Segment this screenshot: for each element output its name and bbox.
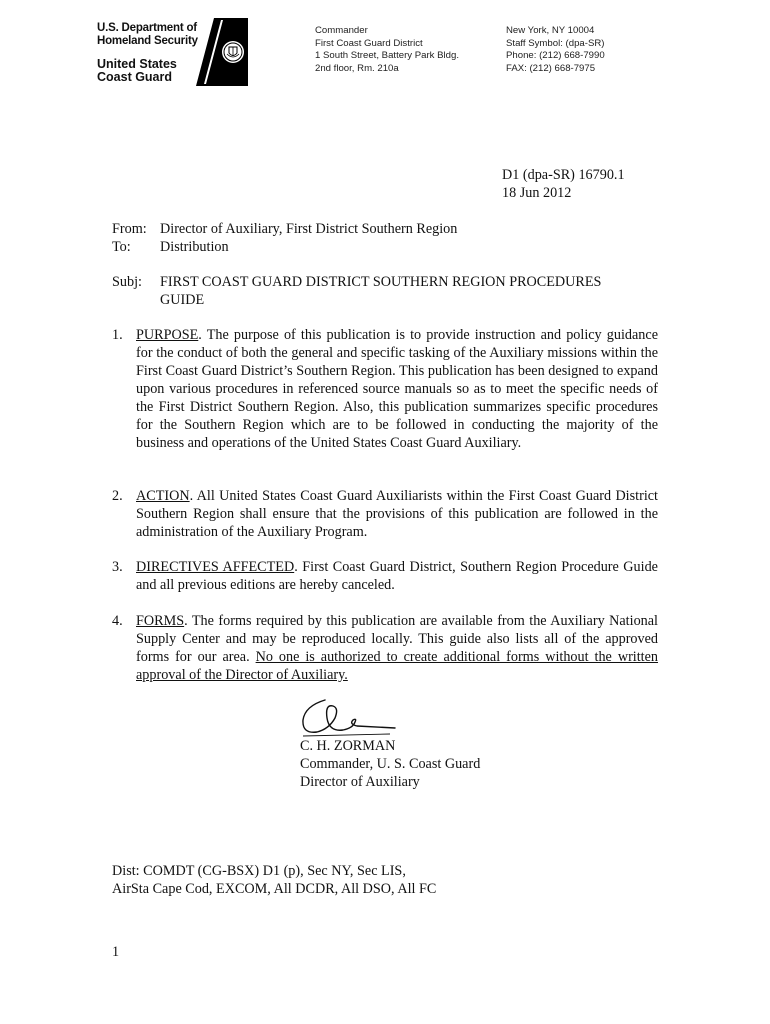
subject-line [112, 273, 672, 308]
paragraph-body [136, 558, 658, 594]
page-number: 1 [112, 944, 120, 960]
paragraph-number: 2. [112, 488, 123, 504]
signer-title-1: Commander, U. S. Coast Guard [300, 756, 481, 772]
subj-label: Subj: [112, 274, 142, 290]
signer-name: C. H. ZORMAN [300, 738, 396, 754]
paragraph-body [136, 326, 658, 452]
address-line: 1 South Street, Battery Park Bldg. [315, 50, 459, 61]
paragraph-action [112, 487, 658, 541]
subj-line-2: GUIDE [160, 292, 205, 308]
address-line: First Coast Guard District [315, 37, 423, 49]
distribution-block [112, 862, 436, 898]
distribution-line-1: Dist: COMDT (CG-BSX) D1 (p), Sec NY, Sec LIS, [112, 863, 406, 879]
paragraph-purpose [112, 326, 658, 452]
paragraph-heading: FORMS [136, 613, 185, 629]
paragraph-body [136, 612, 658, 684]
dhs-line-1: U.S. Department of [97, 22, 197, 34]
reference-symbol: D1 (dpa-SR) 16790.1 [502, 167, 625, 183]
address-line: Phone: (212) 668-7990 [506, 50, 605, 61]
paragraph-text: . The purpose of this publication is to provide instruction and policy guidance for the conduct of both the general and specific tasking of the Auxiliary missions within the First Coast Guard District’s Southern Region. This publication has been designed to expand upon various procedures in referenced source manuals so as to meet the specific needs of the First District Southern Region. Also, this publication summarizes specific procedures for the Southern Region which are to be followed in conducting the majority of the business and operations of the United States Coast Guard Auxiliary. [136, 327, 658, 451]
document-date: 18 Jun 2012 [502, 185, 572, 201]
coast-guard-seal-icon [196, 18, 248, 86]
address-line: Commander [315, 25, 368, 36]
paragraph-heading: ACTION [136, 488, 190, 504]
paragraph-number: 1. [112, 327, 123, 343]
from-label: From: [112, 221, 147, 237]
distribution-line-2: AirSta Cape Cod, EXCOM, All DCDR, All DSO, All FC [112, 881, 437, 897]
signer-title-2: Director of Auxiliary [300, 774, 420, 790]
signature-block [300, 737, 480, 791]
from-value: Director of Auxiliary, First District Southern Region [160, 221, 458, 237]
paragraph-directives-affected [112, 558, 658, 594]
paragraph-text: . First Coast Guard District, Southern Region Procedure Guide and all previous editions are hereby canceled. [136, 559, 658, 593]
uscg-name [97, 58, 177, 84]
paragraph-number: 4. [112, 613, 123, 629]
to-value: Distribution [160, 239, 229, 255]
address-line: Staff Symbol: (dpa-SR) [506, 37, 605, 49]
address-block-contact [506, 25, 605, 75]
to-line [112, 238, 672, 256]
paragraph-text: . All United States Coast Guard Auxiliarists within the First Coast Guard District Southern Region shall ensure that the provisions of this publication are followed in the administration of the Auxiliary Program. [136, 488, 658, 540]
subj-line-1: FIRST COAST GUARD DISTRICT SOUTHERN REGION PROCEDURES [160, 274, 602, 290]
uscg-line-2: Coast Guard [97, 70, 173, 84]
paragraph-forms [112, 612, 658, 684]
address-line: New York, NY 10004 [506, 25, 595, 36]
subj-value [160, 273, 601, 309]
handwritten-signature [295, 692, 405, 740]
paragraph-body [136, 487, 658, 541]
address-line: 2nd floor, Rm. 210a [315, 62, 399, 74]
from-line [112, 220, 672, 238]
address-line: FAX: (212) 668-7975 [506, 62, 596, 74]
paragraph-heading: DIRECTIVES AFFECTED [136, 559, 295, 575]
paragraph-number: 3. [112, 559, 123, 575]
paragraph-heading: PURPOSE [136, 327, 199, 343]
dhs-line-2: Homeland Security [97, 35, 198, 47]
reference-block [502, 166, 625, 202]
to-label: To: [112, 239, 131, 255]
paragraph-emphasis: No one is authorized to create additional forms without the written approval of the Director of Auxiliary. [136, 649, 659, 683]
address-block-commander [315, 25, 459, 75]
dhs-name [97, 22, 198, 48]
paragraph-text: . The forms required by this publication are available from the Auxiliary National Supply Center and may be reproduced locally. This guide also lists all of the approved forms for our area. [136, 613, 658, 665]
uscg-line-1: United States [97, 57, 177, 71]
